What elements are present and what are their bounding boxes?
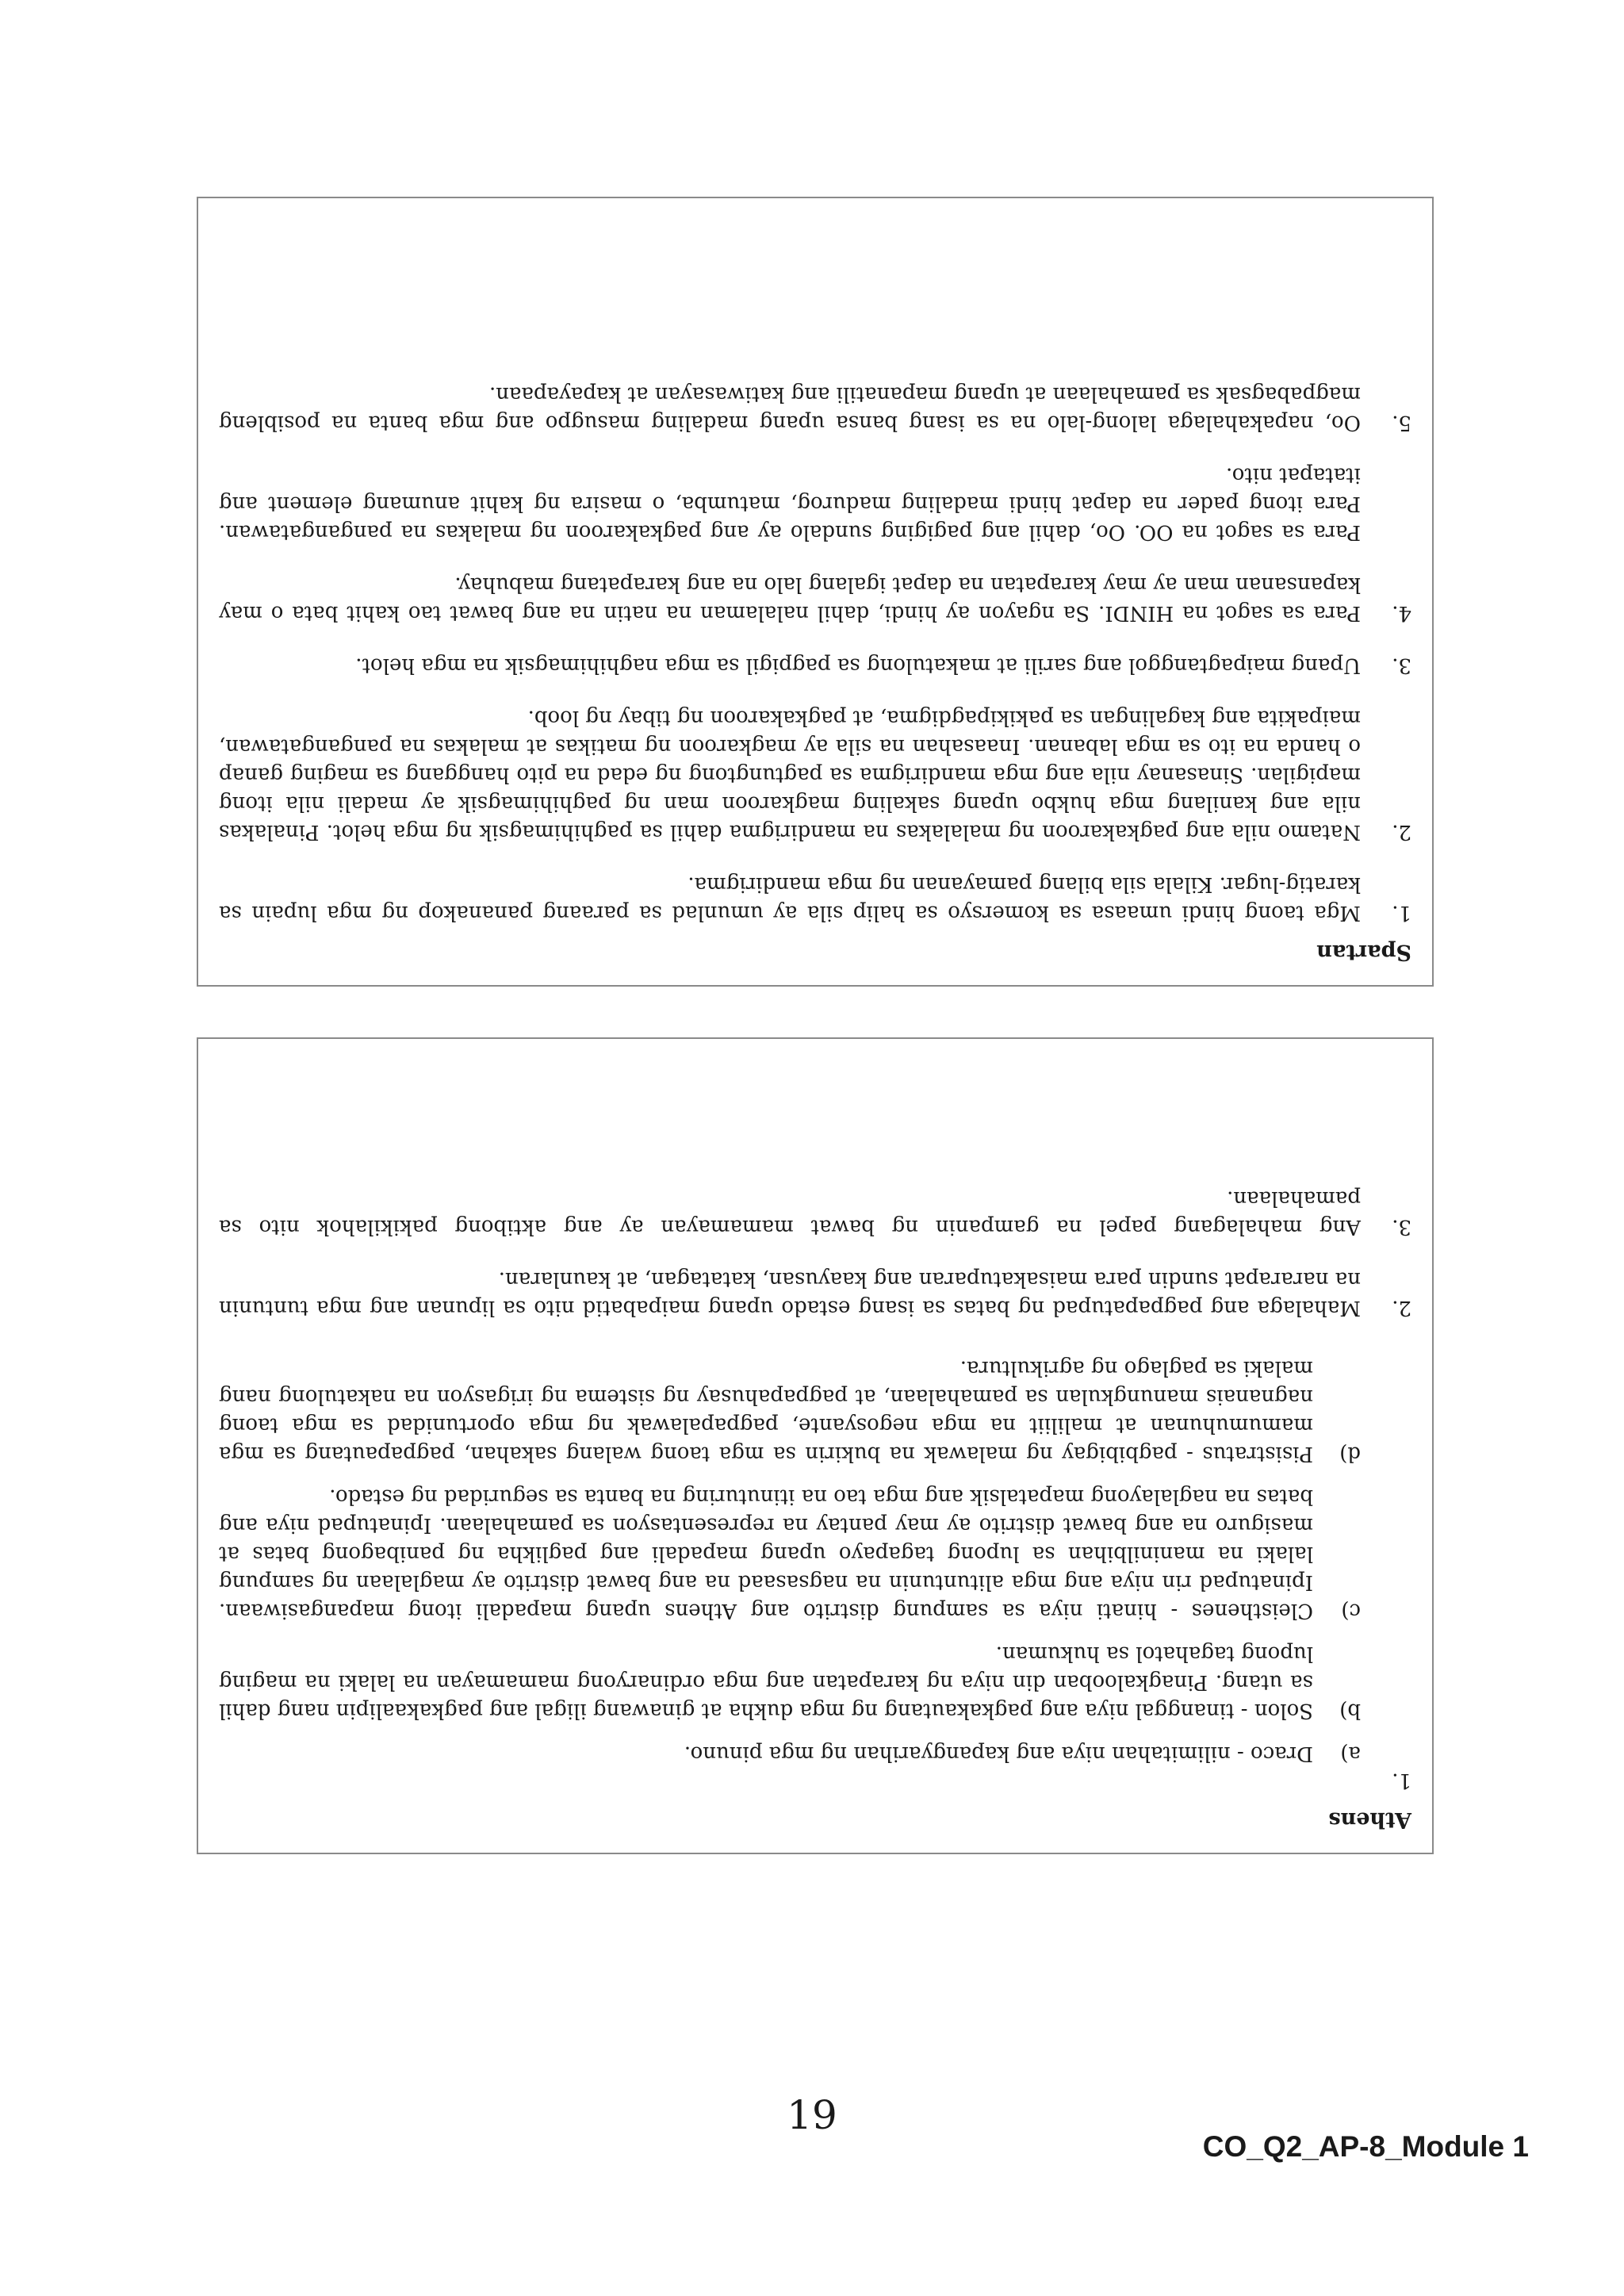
subitem-letter: d)	[1339, 1442, 1361, 1466]
athens-item-3	[219, 1184, 1411, 1241]
subitem-text: Solon - tinanggal niya ang pagkakautang ng mga dukha at ginawang iligal ang pagkakaalipin nang dahil sa utang. Pinagkalooban din niya ng karapatan ang mga ordinaryong mamamayan na lalaki na maging lupong tagahatol sa hukuman.	[219, 1642, 1313, 1723]
item-text: Natamo nila ang pagkakaroon ng malalakas na mandirigma dahil sa paghihimagsik ng mga helot. Pinalakas nila ang kanilang mga hukbo upang sakaling magkaroon man ng paghihimagsik ay madali nila itong mapigilan. Sinasanay nila ang mga mandirigma sa pagtungtong ng edad na pito hanggang sa maging ganap o handa na ito sa mga labanan. Inaasahan na sila ay magkaroon ng matikas at malakas na pangangatawan, maipakita ang kagalingan sa pakikipagdigma, at pagkakaroon ng tibay ng loob.	[219, 706, 1361, 844]
item-text: Para sa sagot na HINDI. Sa ngayon ay hindi, dahil nalalaman na natin na ang bawat tao kahit bata o may kapansanan man ay may karapatan na dapat igalang lalo na ang karapatang mabuhay.	[219, 573, 1361, 625]
athens-subitems	[219, 1341, 1361, 1795]
page-number: 19	[787, 2092, 837, 2138]
spartan-item-1	[219, 870, 1411, 927]
athens-answer-box	[197, 1037, 1434, 1854]
athens-item-1	[219, 1341, 1411, 1795]
spartan-item-3	[219, 651, 1411, 680]
item-number: 5.	[1392, 411, 1411, 435]
athens-title: Athens	[1328, 1807, 1411, 1832]
item-number: 2.	[1392, 1296, 1411, 1320]
athens-box-content	[198, 1039, 1432, 1853]
module-code: CO_Q2_AP-8_Module 1	[1202, 2130, 1529, 2163]
athens-subitem-a	[219, 1739, 1361, 1768]
item-number: 3.	[1392, 1215, 1411, 1239]
athens-subitem-b	[219, 1639, 1361, 1725]
spartan-box-content	[198, 198, 1432, 985]
subitem-letter: a)	[1340, 1742, 1361, 1765]
spartan-item-2	[219, 703, 1411, 846]
spartan-item-4-hindi	[219, 570, 1411, 627]
subitem-text: Draco - nilimitahan niya ang kapangyarihan ng mga pinuno.	[684, 1742, 1313, 1765]
subitem-text: Cleisthenes - hinati niya sa sampung distrito ang Athens upang mapadali itong mapangasiwaan. Ipinatupad rin niya ang mga alituntunin na nagsasaad na ang bawat distrito ay maglalaan ng sampung lalaki na maninilbihan sa lupong tagapayo upang mapadali ang paglikha ng panibagong batas at masiguro na ang bawat distrito ay may pantay na representasyon sa pamahalaan. Ipinatupad niya ang batas na naglalayong mapatalsik ang mga tao na itinuturing na banta sa seguridad ng estado.	[219, 1485, 1313, 1623]
item-text: Ang mahalagang papel na gampanin ng bawat mamamayan ay ang aktibong pakikilahok nito sa pamahalaan.	[219, 1186, 1361, 1239]
athens-subitem-c	[219, 1482, 1361, 1625]
item-text: Para sa sagot na OO. Oo, dahil ang pagiging sundalo ay ang pagkakaroon ng malakas na pangangatawan. Para itong pader na dapat hindi madaling madurog, matumba, o masira ng kahit anumang element ang itatapat nito.	[219, 463, 1361, 544]
item-text: Upang maipagtanggol ang sarili at makatulong sa pagpigil sa mga naghihimagsik na mga helot.	[355, 654, 1361, 677]
spartan-answer-box	[197, 197, 1434, 987]
subitem-letter: b)	[1339, 1699, 1361, 1723]
subitem-letter: c)	[1341, 1599, 1361, 1623]
athens-item-2	[219, 1265, 1411, 1322]
item-number: 1.	[1392, 1769, 1411, 1792]
item-number: 3.	[1392, 654, 1411, 677]
subitem-text: Pisistratus - pagbibigay ng malawak na bukirin sa mga taong walang sakahan, pagpapautang sa mga mamumuhunan at maliliit na mga negosyante, pagpapalawak ng mga oportunidad sa mga taong nagnanais manungkulan sa pamahalaan, at pagpapahusay ng sistema ng irigasyon na nakatulong nang malaki sa paglago ng agrikultura.	[219, 1356, 1313, 1466]
spartan-title: Spartan	[1316, 940, 1411, 964]
item-number: 4.	[1392, 601, 1411, 625]
spartan-item-4-oo	[219, 461, 1411, 546]
item-text: Mga taong hindi umaasa sa komersyo sa halip sila ay umunlad sa paraang pananakop ng mga lupain sa karatig-lugar. Kilala sila bilang pamayanan ng mga mandirigma.	[219, 872, 1361, 925]
item-text: Oo, napakahalaga lalong-lalo na sa isang bansa upang madaling masugpo ang mga banta na posibleng magpabagsak sa pamahalaan at upang mapanatili ang katiwasayan at kapayapaan.	[219, 382, 1361, 435]
spartan-item-5	[219, 380, 1411, 437]
item-number: 2.	[1392, 820, 1411, 844]
item-number	[1361, 461, 1411, 546]
athens-subitem-d	[219, 1354, 1361, 1468]
item-number: 1.	[1392, 901, 1411, 925]
item-text: Mahalaga ang pagpapatupad ng batas sa isang estado upang maipabatid nito sa lipunan ang mga tuntunin na nararapat sundin para maisakatuparan ang kaayusan, katatagan, at kaunlaran.	[219, 1267, 1361, 1320]
